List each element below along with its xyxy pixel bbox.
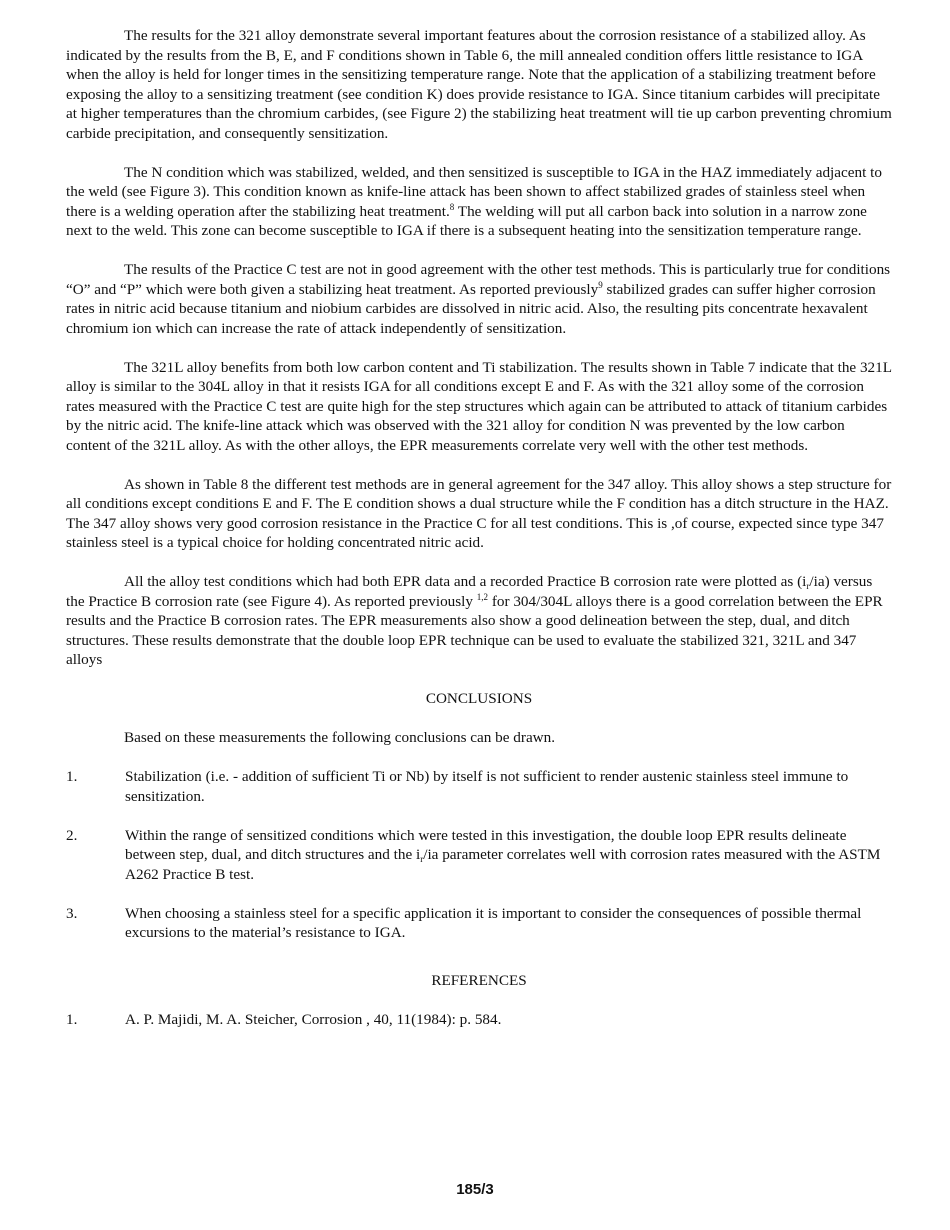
conclusion-text: Stabilization (i.e. - addition of sufficient Ti or Nb) by itself is not sufficient to render austenic stainless steel immune to sensitization. <box>125 768 849 805</box>
paragraph-347-alloy <box>66 475 892 553</box>
reference-number: 1. <box>66 1010 78 1028</box>
reference-text: A. P. Majidi, M. A. Steicher, Corrosion , 40, 11(1984): p. 584. <box>125 1010 502 1028</box>
paragraph-text: As shown in Table 8 the different test methods are in general agreement for the 347 alloy. This alloy shows a step structure for all conditions except conditions E and F. The E condition shows a dual structure while the F condition has a ditch structure in the HAZ. The 347 alloy shows very good corrosion resistance in the Practice C for all test conditions. This is ,of course, expected since type 347 stainless steel is a typical choice for holding concentrated nitric acid. <box>66 475 892 551</box>
conclusion-item <box>66 826 892 885</box>
subscript: r <box>806 581 810 591</box>
paragraph-321l-alloy <box>66 358 892 456</box>
subscript: r <box>420 854 424 864</box>
paragraph-text: for 304/304L alloys there is a good correlation between the EPR results and the Practice B corrosion rates. The EPR measurements also show a good delineation between the step, dual, and ditch structures. These results demonstrate that the double loop EPR technique can be used to evaluate the stabilized 321, 321L and 347 alloys <box>66 592 883 668</box>
paragraph-practice-c <box>66 260 892 338</box>
conclusion-number: 2. <box>66 826 78 844</box>
conclusion-number: 3. <box>66 904 78 922</box>
conclusions-heading: CONCLUSIONS <box>425 690 533 707</box>
paper-body <box>66 26 892 1049</box>
conclusion-text: When choosing a stainless steel for a specific application it is important to consider the consequences of possible thermal excursions to the material’s resistance to IGA. <box>125 904 862 941</box>
paragraph-n-condition <box>66 163 892 241</box>
citation-superscript: 8 <box>449 201 455 212</box>
conclusion-item <box>66 767 892 806</box>
paragraph-epr-correlation <box>66 572 892 670</box>
page-number: 185/3 <box>456 1181 494 1198</box>
conclusion-item <box>66 904 892 943</box>
paragraph-text: /ia) versus the Practice B corrosion rate (see Figure 4). As reported previously <box>66 573 873 610</box>
paragraph-text: The N condition which was stabilized, welded, and then sensitized is susceptible to IGA in the HAZ immediately adjacent to the weld (see Figure 3). This condition known as knife-line attack has been shown to affect stabilized grades of stainless steel when there is a welding operation after the stabilizing heat treatment. <box>66 163 882 220</box>
conclusion-text-part: Within the range of sensitized conditions which were tested in this investigation, the double loop EPR results delineate between step, dual, and ditch structures and the i <box>125 826 847 863</box>
paragraph-text: The 321L alloy benefits from both low carbon content and Ti stabilization. The results shown in Table 7 indicate that the 321L alloy is similar to the 304L alloy in that it resists IGA for all conditions except E and F. As with the 321 alloy some of the corrosion rates measured with the Practice C test are quite high for the step structures which again can be attributed to attack of titanium carbides by the nitric acid. The knife-line attack which was observed with the 321 alloy for condition N was prevented by the low carbon content of the 321L alloy. As with the other alloys, the EPR measurements correlate very well with the other test methods. <box>66 358 892 454</box>
paragraph-text: The welding will put all carbon back into solution in a narrow zone next to the weld. This zone can become susceptible to IGA if there is a subsequent heating into the sensitization temperature range. <box>66 202 867 239</box>
paragraph-text: stabilized grades can suffer higher corrosion rates in nitric acid because titanium and niobium carbides are dissolved in nitric acid. Also, the resulting pits concentrate hexavalent chromium ion which can increase the rate of attack independently of sensitization. <box>66 280 876 337</box>
citation-superscript: 1,2 <box>476 591 489 602</box>
conclusion-text <box>125 826 892 885</box>
paragraph-text: The results of the Practice C test are not in good agreement with the other test methods. This is particularly true for conditions “O” and “P” which were both given a stabilizing heat treatment. As reported previously <box>66 261 891 298</box>
conclusions-intro: Based on these measurements the following conclusions can be drawn. <box>124 729 556 746</box>
reference-item <box>66 1010 892 1030</box>
paragraph-text: All the alloy test conditions which had both EPR data and a recorded Practice B corrosion rate were plotted as (i <box>124 573 807 590</box>
conclusion-number: 1. <box>66 768 78 785</box>
citation-superscript: 9 <box>598 279 603 290</box>
paragraph-text: The results for the 321 alloy demonstrate several important features about the corrosion resistance of a stabilized alloy. As indicated by the results from the B, E, and F conditions shown in Table 6, the mill annealed condition offers little resistance to IGA when the alloy is held for longer times in the sensitizing temperature range. Note that the application of a stabilizing treatment before exposing the alloy to a sensitizing treatment (see condition K) does provide resistance to IGA. Since titanium carbides will precipitate at higher temperatures than the chromium carbides, (see Figure 2) the stabilizing heat treatment will tie up carbon preventing chromium carbide precipitation, and consequently sensitization. <box>66 27 892 142</box>
paragraph-321-alloy-results <box>66 26 892 143</box>
conclusion-text-part: /ia parameter correlates well with corrosion rates measured with the ASTM A262 Practice B test. <box>125 846 881 883</box>
references-heading: REFERENCES <box>431 971 527 989</box>
